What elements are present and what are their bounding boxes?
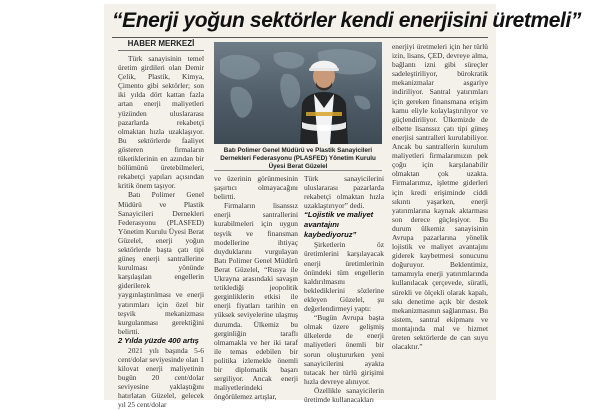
headline: “Enerji yoğun sektörler kendi enerjisini üretmeli” [112, 9, 581, 32]
article-column-3 [304, 174, 384, 404]
paragraph: Türk sanayisinin temel üretim girdileri olan Demir Çelik, Plastik, Kimya, Çimento gibi sektörler; son iki yılda dört kattan fazla artan enerji maliyetleri yüzünden uluslararası pazarlarda rekabetçi olmaktan hızla uzaklaşıyor. Bu sektörlerde faaliyet gösteren firmaların tüketiklerinin en azından bir bölümünü üretebilmeleri, rekabetçi yapıları açısından kritik önem taşıyor. [118, 54, 204, 191]
paragraph: enerjiyi üretmeleri için her türlü izin, lisans, ÇED, devreye alma, bağlantı izni gibi süreçler sadeleştiriliyor, bürokratik mekanizmalar asgariye indiriliyor. Santral yatırımları için gereken finansmana erişim kamu eliyle kolaylaştırılıyor ve güçlendiriliyor. Ülkemizde de elbette lisanssız çatı tipi güneş enerjisi santralleri kurulabiliyor. Ancak bu santrallerin kurulum maliyetleri firmalarımızın pek çoğu için karşılanabilir olmaktan çok uzakta. Firmalarımız, işletme giderleri için kredi erişiminde ciddi sıkıntı yaşarken, enerji yatırımlarına kaynak aktarması son derece güçleşiyor. Bu durum ülkemiz sanayisinin Avrupa pazarlarına yönelik lojistik ve maliyet avantajını giderek kaybetmesi sonucunu doğuruyor. Beklentimiz, tamamıyla enerji yatırımlarında kullanılacak çerçevede, süratli, sürekli ve ölçekli olarak kapalı, sıkı denetime açık bir destek mekanizmasının sağlanması. Bu sistem, santral ekipmanı ve montajında mal ve hizmet üreten sektörlerde de can suyu olacaktır.” [392, 42, 488, 352]
paragraph: Şirketlerin öz üretimlerini karşılayacak enerji üretimlerinin önündeki tüm engellerin kaldırılmasını beklediklerini sözlerine ekleyen Güzelel, şu değerlendirmeyi yaptı: [304, 240, 384, 314]
newspaper-page [104, 4, 581, 410]
subheading: “Lojistik ve maliyet avantajını kaybediyoruz” [304, 210, 374, 240]
caption-rule [214, 170, 382, 171]
byline: HABER MERKEZİ [127, 39, 195, 48]
paragraph: Batı Polimer Genel Müdürü ve Plastik Sanayicileri Dernekleri Federasyonu (PLASFED) Yönetim Kurulu Üyesi Berat Güzelel, enerji yoğun sektörlerde başta çatı tipi güneş enerji santrallerine kurulması yönünde karşılaşılan engellerin giderilerek yaygınlaştırılması ve enerji yatırımları için özel bir teşvik mekanizması kurgulanması gerektiğini belirtti. [118, 190, 204, 336]
article-column-2 [214, 174, 298, 400]
byline-rule [118, 50, 204, 51]
paragraph: ve üzerinin görünmesinin şaşırtıcı olmayacağını belirtti. [214, 174, 298, 202]
article-photo [214, 42, 382, 144]
portrait-illustration [214, 42, 382, 144]
subheading: 2 Yılda yüzde 400 artış [118, 335, 199, 345]
paragraph: Özellikle sanayicilerin üretimde kullanacakları [304, 385, 384, 404]
article-column-4 [392, 42, 488, 400]
paragraph: Türk sanayicilerini uluslararası pazarlarda rekabetçi olmaktan hızla uzaklaştırıyor” dedi. [304, 174, 384, 211]
article-column-1 [118, 54, 204, 410]
paragraph: 2021 yılı başında 5-6 cent/dolar seviyesinde olan 1 kilovat enerji maliyetinin bugün 20 cent/dolar seviyesine yaklaştığını hatırlatan Güzelel, gelecek yıl 25 cent/dolar [118, 345, 204, 410]
paragraph: Firmaların lisanssız enerji santrallerini kurabilmeleri için uygun teşvik ve finansman modellerine ihtiyaç duyduklarını vurgulayan Batı Polimer Genel Müdürü Berat Güzelel, “Rusya ile Ukrayna arasındaki savaşın tetiklediği jeopolitik gerginliklerin etkisi ile enerji fiyatları tarihin en yüksek seviyelerine ulaşmış durumda. Ülkemiz bu gerginliğin taraflı olmamakla ve her iki taraf ile temas edebilen bir politika izlemekle önemli bir diplomatik başarı sergiliyor. Ancak enerji maliyetlerindeki öngörülemez artışlar, [214, 201, 298, 402]
paragraph: “Bugün Avrupa başta olmak üzere gelişmiş ülkelerde de enerji maliyetleri önemli bir sorun oluştururken yeni sanayicilerini ayakta tutacak her türlü girişimi hızla devreye alınıyor. [304, 313, 384, 386]
photo-caption: Batı Polimer Genel Müdürü ve Plastik Sanayicileri Dernekleri Federasyonu (PLASFED) Yönetim Kurulu Üyesi Berat Güzelel [220, 147, 376, 170]
